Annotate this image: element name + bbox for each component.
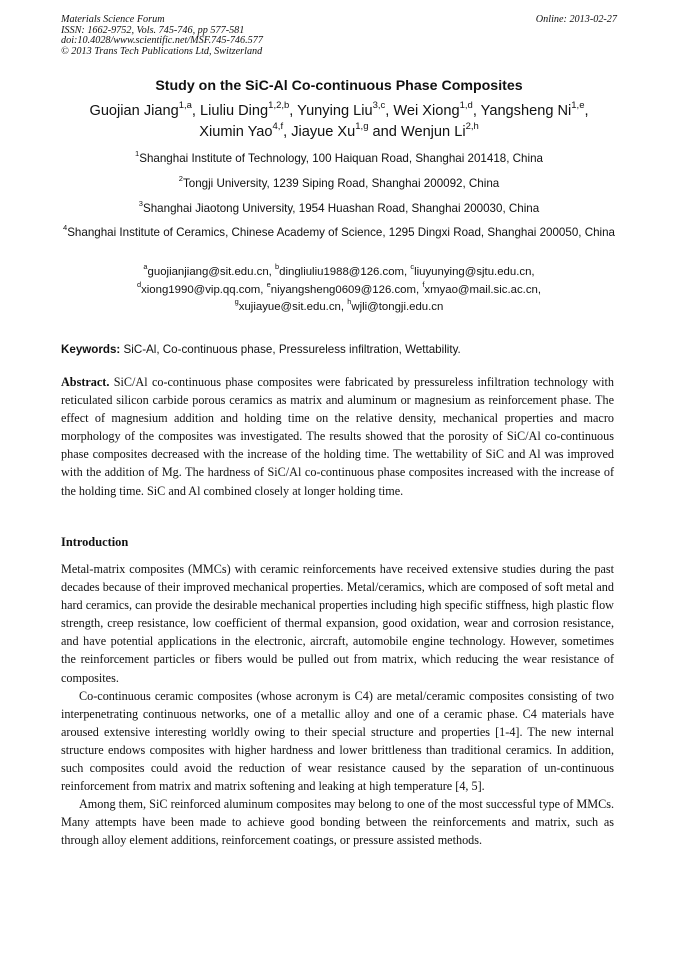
email-link[interactable]: niyangsheng0609@126.com — [270, 283, 416, 296]
email-link[interactable]: xiong1990@vip.qq.com — [141, 283, 261, 296]
journal-header — [61, 15, 617, 57]
affiliation-1: $^1$Shanghai Institute of Technology, 100 Haiquan Road, Shanghai 201418, China — [135, 149, 543, 165]
author-list — [60, 101, 618, 143]
journal-name: Materials Science Forum — [61, 14, 165, 25]
email-link[interactable]: xmyao@mail.sic.ac.cn — [424, 283, 538, 296]
section-heading-introduction: Introduction — [61, 535, 129, 549]
author: Wenjun Li$^{2,h}$ — [400, 120, 479, 140]
doi-line: doi:10.4028/www.scientific.net/MSF.745-746.577 — [61, 35, 263, 47]
issn-line: ISSN: 1662-9752, Vols. 745-746, pp 577-581 — [61, 24, 245, 36]
paragraph: Among them, SiC reinforced aluminum composites may belong to one of the most successful type of MMCs. Many attempts have been made to achieve good bonding between the reinforcements and matrix, such as through alloy element additions, reinforcement coatings, or pressure assisted methods. — [61, 797, 614, 848]
abstract-label: Abstract. — [61, 375, 110, 389]
author: Yangsheng Ni$^{1,e}$, — [480, 99, 589, 119]
paragraph: Co-continuous ceramic composites (whose acronym is C4) are metal/ceramic composites consisting of two interpenetrating continuous networks, one of a metallic alloy and one of a ceramic phase. C4 materials have aroused extensive interesting worldly owing to their special structure and properties [1-4]. The new internal structure endows composites with higher hardness and lower brittleness than traditional ceramics. In addition, such composites could avoid the reduction of wear resistance caused by the separation of un-continuous reinforcement from matrix and matrix softening and leaking at high temperature [4, 5]. — [61, 688, 614, 794]
paper-title: Study on the SiC-Al Co-continuous Phase Composites — [155, 78, 523, 94]
paragraph: Metal-matrix composites (MMCs) with ceramic reinforcements have received extensive studies during the past decades because of their improved mechanical properties. Metal/ceramics, which are composed of soft metal and hard ceramics, can provide the desirable mechanical properties including high specific stiffness, high plastic flow strength, creep resistance, low coefficient of thermal expansion, good oxidation, wear and corrosion resistance, and have potential applications in the electronic, aircraft, automobile engine technology. However, sometimes the reinforcement particles or fibers would be pulled out from matrix, which reducing the wear resistance of composites. — [61, 562, 614, 685]
author: Jiayue Xu$^{1,g}$ and — [291, 120, 401, 140]
affiliation-2: $^2$Tongji University, 1239 Siping Road, Shanghai 200092, China — [178, 174, 500, 190]
email-link[interactable]: wjli@tongji.edu.cn — [351, 301, 444, 314]
author: Liuliu Ding$^{1,2,b}$, — [200, 99, 298, 119]
author: Xiumin Yao$^{4,f}$, — [199, 120, 292, 140]
keywords-text: SiC-Al, Co-continuous phase, Pressureless infiltration, Wettability. — [123, 343, 461, 356]
online-date: Online: 2013-02-27 — [535, 14, 617, 25]
email-link[interactable]: guojianjiang@sit.edu.cn — [147, 266, 269, 278]
email-link[interactable]: liuyunying@sjtu.edu.cn — [414, 266, 532, 278]
abstract — [61, 373, 614, 500]
author: Wei Xiong$^{1,d}$, — [393, 99, 481, 119]
email-link[interactable]: dingliuliu1988@126.com — [279, 266, 405, 278]
copyright-line: © 2013 Trans Tech Publications Ltd, Switzerland — [61, 45, 263, 57]
email-link[interactable]: xujiayue@sit.edu.cn — [238, 301, 341, 314]
abstract-text: SiC/Al co-continuous phase composites were fabricated by pressureless infiltration technology with reticulated silicon carbide porous ceramics as matrix and aluminum or magnesium as reinforcement phase. The effect of magnesium addition and holding time on the relative density, mechanical properties and macro morphology of the composites was investigated. The results showed that the porosity of SiC/Al co-continuous phase composites decreased with the increase of the holding time. The wettability of SiC and Al was improved with the addition of Mg. The hardness of SiC/Al co-continuous phase composites increased with the increase of the holding time. SiC and Al combined closely at longer holding time. — [61, 375, 615, 498]
keywords-label: Keywords: — [61, 343, 121, 356]
author: Yunying Liu$^{3,c}$, — [297, 99, 394, 119]
affiliation-3: $^3$Shanghai Jiaotong University, 1954 Huashan Road, Shanghai 200030, China — [138, 199, 540, 215]
keywords — [61, 343, 619, 356]
introduction-body — [61, 560, 614, 850]
affiliation-4: $^4$Shanghai Institute of Ceramics, Chinese Academy of Science, 1295 Dingxi Road, Shanghai 200050, China — [62, 223, 616, 239]
author: Guojian Jiang$^{1,a}$, — [89, 99, 201, 119]
email-list: $^a$guojianjiang@sit.edu.cn, $^b$dingliuliu1988@126.com, $^c$liuyunying@sjtu.edu.cn, $^d$xiong1990@vip.qq.com, $^e$niyangsheng0609@126.com, $^f$xmyao@mail.sic.ac.cn, $^g$xujiayue@sit.edu.cn, $^h$wjli@tongji.edu.cn — [136, 262, 542, 314]
